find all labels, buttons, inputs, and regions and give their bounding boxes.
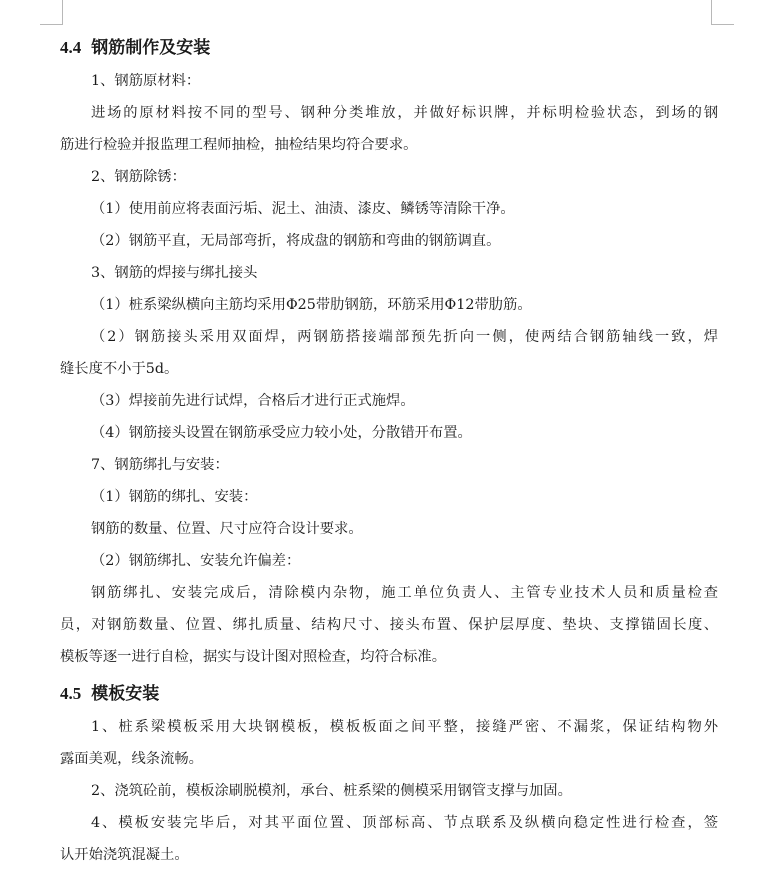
list-heading-derust: 2、钢筋除锈： — [91, 169, 186, 185]
paragraph-line: 4、模板安装完毕后，对其平面位置、顶部标高、节点联系及纵横向稳定性进行检查，签 — [91, 815, 718, 831]
paragraph-line: 筋进行检验并报监理工程师抽检，抽检结果均符合要求。 — [60, 137, 418, 153]
list-item: （2）钢筋平直，无局部弯折，将成盘的钢筋和弯曲的钢筋调直。 — [91, 233, 501, 249]
section-title: 模板安装 — [91, 684, 160, 704]
list-item: （1）使用前应将表面污垢、泥土、油渍、漆皮、鳞锈等清除干净。 — [91, 201, 515, 217]
document-body — [60, 32, 718, 871]
paragraph-line: 钢筋绑扎、安装完成后，清除模内杂物，施工单位负责人、主管专业技术人员和质量检查 — [91, 585, 718, 601]
section-number: 4.5 — [60, 684, 82, 703]
paragraph-line: 露面美观，线条流畅。 — [60, 751, 203, 767]
list-heading-raw-material: 1、钢筋原材料： — [91, 73, 201, 89]
paragraph-line: 1、桩系梁模板采用大块钢模板，模板板面之间平整，接缝严密、不漏浆，保证结构物外 — [91, 719, 718, 735]
section-heading-4-5 — [60, 678, 718, 710]
paragraph-line: 钢筋的数量、位置、尺寸应符合设计要求。 — [91, 521, 363, 537]
paragraph-line: 模板等逐一进行自检，据实与设计图对照检查，均符合标准。 — [60, 649, 447, 665]
list-item: （4）钢筋接头设置在钢筋承受应力较小处，分散错开布置。 — [91, 425, 472, 441]
paragraph-line: 2、浇筑砼前，模板涂刷脱模剂，承台、桩系梁的侧模采用钢管支撑与加固。 — [91, 783, 572, 799]
list-heading-welding: 3、钢筋的焊接与绑扎接头 — [91, 265, 258, 281]
list-heading-binding: 7、钢筋绑扎与安装： — [91, 457, 229, 473]
page-corner-mark-left — [40, 0, 63, 25]
paragraph-line: 认开始浇筑混凝土。 — [60, 847, 189, 863]
list-item: （2）钢筋接头采用双面焊，两钢筋搭接端部预先折向一侧，使两结合钢筋轴线一致，焊 — [91, 329, 718, 345]
paragraph-line: 员，对钢筋数量、位置、绑扎质量、结构尺寸、接头布置、保护层厚度、垫块、支撑锚固长度、 — [60, 617, 718, 633]
list-item: （2）钢筋绑扎、安装允许偏差： — [91, 553, 301, 569]
list-item: （3）焊接前先进行试焊，合格后才进行正式施焊。 — [91, 393, 415, 409]
paragraph-line: 缝长度不小于5d。 — [60, 361, 179, 377]
section-number: 4.4 — [60, 38, 82, 57]
list-item: （1）钢筋的绑扎、安装： — [91, 489, 258, 505]
list-item: （1）桩系梁纵横向主筋均采用Φ25带肋钢筋，环筋采用Φ12带肋筋。 — [91, 297, 532, 313]
paragraph-line: 进场的原材料按不同的型号、钢种分类堆放，并做好标识牌，并标明检验状态，到场的钢 — [91, 105, 718, 121]
section-title: 钢筋制作及安装 — [91, 38, 211, 58]
page-corner-mark-right — [711, 0, 734, 25]
section-heading-4-4 — [60, 32, 718, 64]
